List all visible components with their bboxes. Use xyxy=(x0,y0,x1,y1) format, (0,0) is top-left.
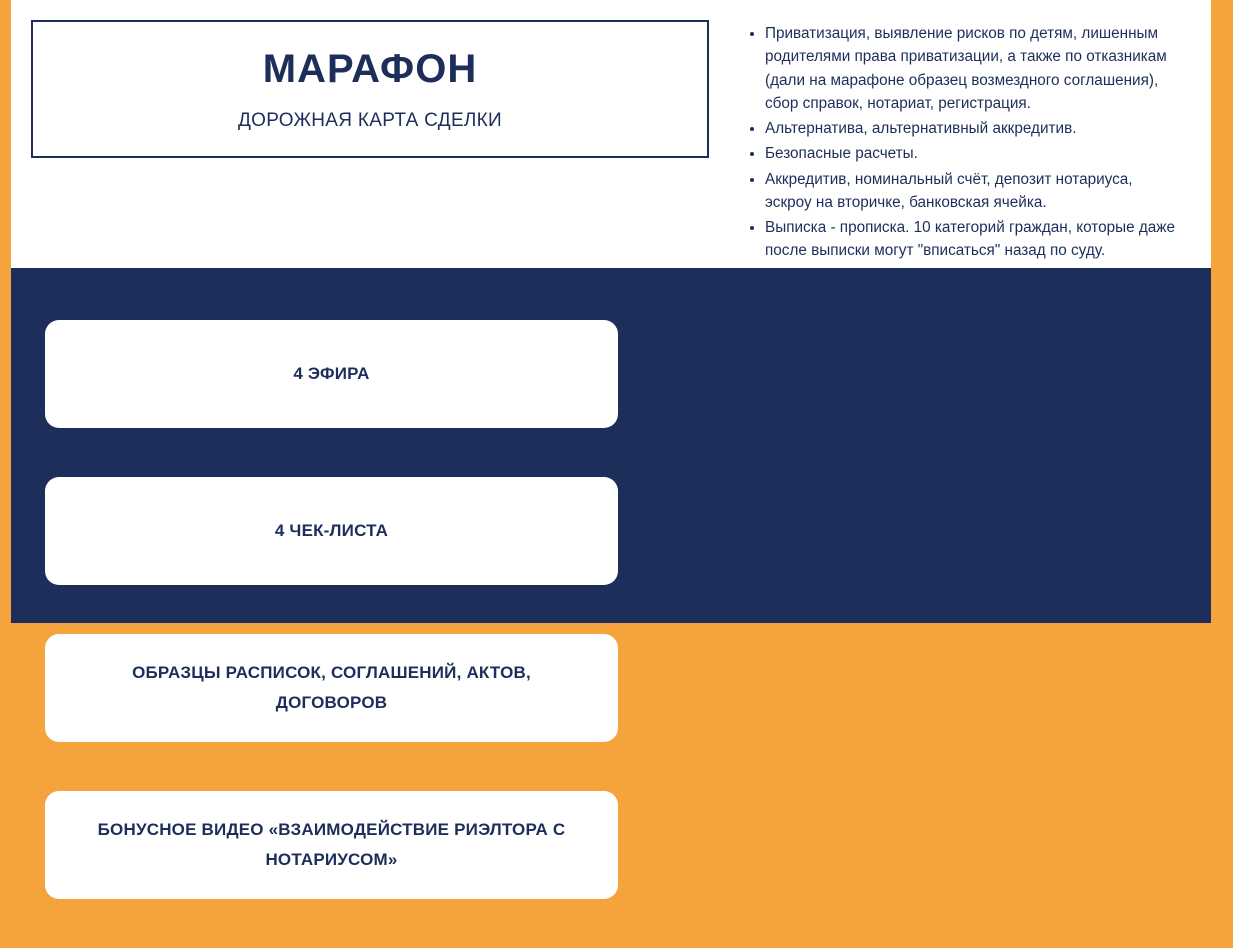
card-label: 4 ЧЕК-ЛИСТА xyxy=(274,521,389,541)
card-label: 4 ЭФИРА xyxy=(293,364,370,384)
bullets-column xyxy=(721,0,1211,268)
title-box xyxy=(31,20,709,158)
top-section xyxy=(11,0,1211,268)
title-column xyxy=(11,0,721,268)
card-label: БОНУСНОЕ ВИДЕО «ВЗАИМОДЕЙСТВИЕ РИЭЛТОРА С НОТАРИУСОМ» xyxy=(97,820,566,869)
list-item: • Приватизация, выявление рисков по детям, лишенным родителями права приватизации, а также по отказникам (дали на марафоне образец возмездного соглашения), сбор справок, нотариат, регистрация. xyxy=(765,22,1181,115)
page-title: МАРАФОН xyxy=(262,46,478,91)
card-grid xyxy=(45,320,1177,948)
bullet-list xyxy=(747,22,1181,263)
list-item: • Безопасные расчеты. xyxy=(765,142,1181,165)
card-4-efira[interactable] xyxy=(45,320,618,428)
list-item: • Выписка - прописка. 10 категорий граждан, которые даже после выписки могут "вписаться" назад по суду. xyxy=(765,216,1181,263)
card-4-chek-lista[interactable] xyxy=(45,477,618,585)
list-item: • Альтернатива, альтернативный аккредитив. xyxy=(765,117,1181,140)
card-bonusnoe-video[interactable] xyxy=(45,791,618,899)
page-subtitle: ДОРОЖНАЯ КАРТА СДЕЛКИ xyxy=(237,109,503,131)
card-label: ОБРАЗЦЫ РАСПИСОК, СОГЛАШЕНИЙ, АКТОВ, ДОГОВОРОВ xyxy=(132,663,531,712)
list-item: • Аккредитив, номинальный счёт, депозит нотариуса, эскроу на вторичке, банковская ячейка. xyxy=(765,168,1181,215)
navy-section xyxy=(11,268,1211,869)
card-obraztsy-dokumentov[interactable] xyxy=(45,634,618,742)
slide-page xyxy=(11,0,1211,869)
